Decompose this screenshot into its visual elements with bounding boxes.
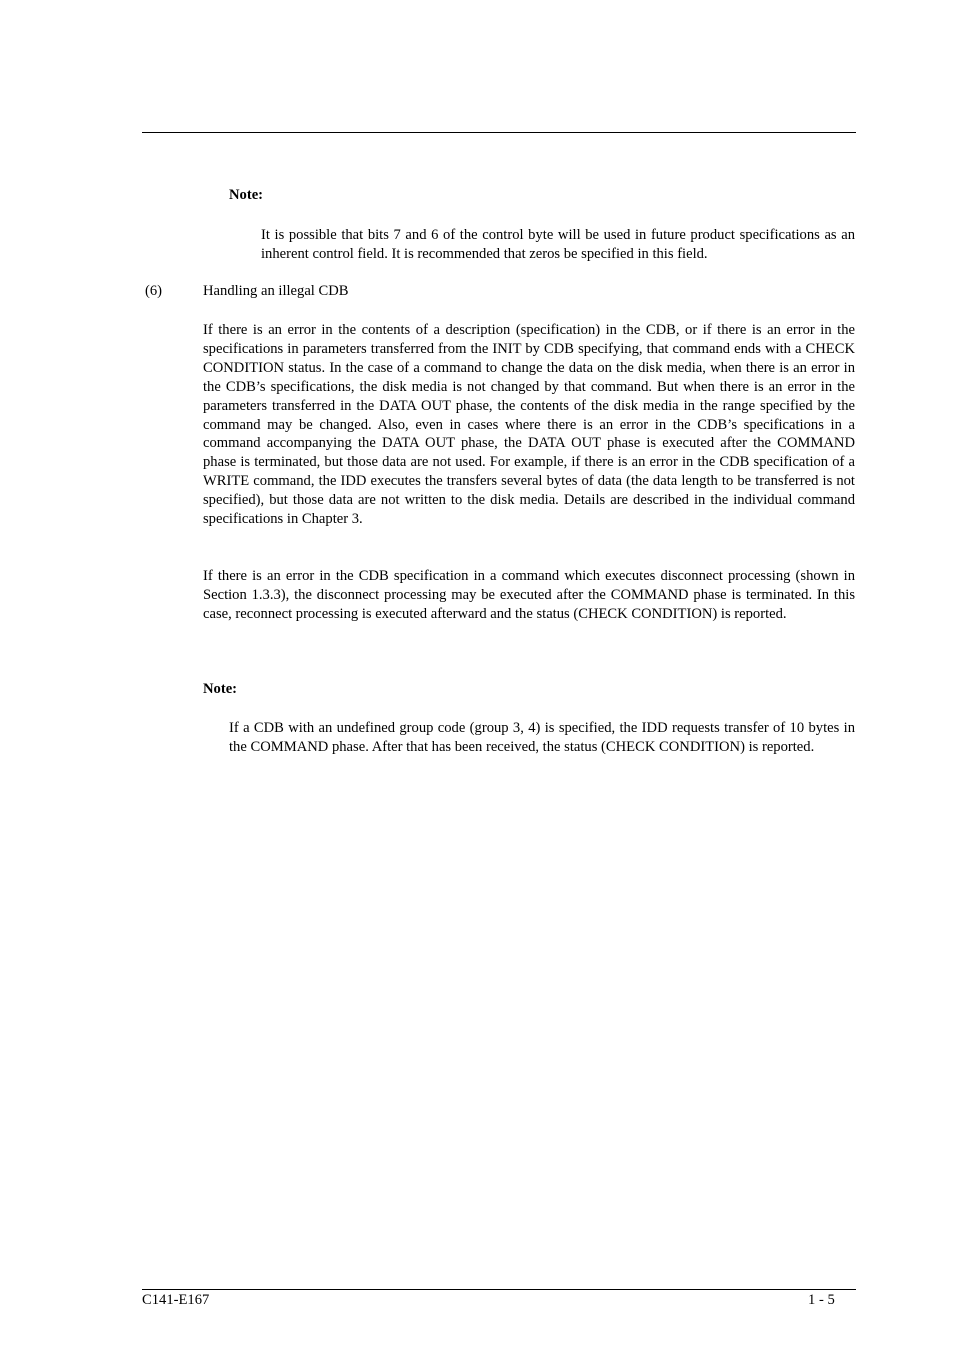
note-label: Note:	[203, 681, 238, 697]
note-text: If a CDB with an undefined group code (group 3, 4) is specified, the IDD requests transfer of 10 bytes in the COMMAND phase. After that has been received, the status (CHECK CONDITION) is reported.	[229, 720, 855, 755]
footer-doc-id: C141-E167	[142, 1292, 210, 1308]
note-text: It is possible that bits 7 and 6 of the control byte will be used in future product specifications as an inherent control field. It is recommended that zeros be specified in this field.	[261, 227, 855, 262]
body-paragraph: If there is an error in the contents of a description (specification) in the CDB, or if there is an error in the specifications in parameters transferred from the INIT by CDB specifying, that command ends with a CHECK CONDITION status. In the case of a command to change the data on the disk media, when there is an error in the CDB’s specifications, the disk media is not changed by that command. But when there is an error in the parameters transferred in the DATA OUT phase, the contents of the disk media in the range specified by the command may be changed. Also, even in cases where there is an error in the CDB’s specifications in a command accompanying the DATA OUT phase, the DATA OUT phase is executed after the COMMAND phase is terminated, but those data are not used. For example, if there is an error in the CDB specification of a WRITE command, the IDD executes the transfers several bytes of data (the data length to be transferred is not specified), but those data are not written to the disk media. Details are described in the individual command specifications in Chapter 3.	[203, 322, 855, 528]
section-title: Handling an illegal CDB	[203, 283, 349, 299]
body-paragraph: If there is an error in the CDB specification in a command which executes disconnect processing (shown in Section 1.3.3), the disconnect processing may be executed after the COMMAND phase is terminated. In this case, reconnect processing is executed afterward and the status (CHECK CONDITION) is reported.	[203, 568, 855, 622]
footer-page-number: 1 - 5	[808, 1292, 835, 1308]
header-rule	[142, 132, 856, 133]
note-label: Note:	[229, 187, 264, 203]
footer-rule	[142, 1289, 856, 1290]
section-number: (6)	[145, 283, 163, 299]
